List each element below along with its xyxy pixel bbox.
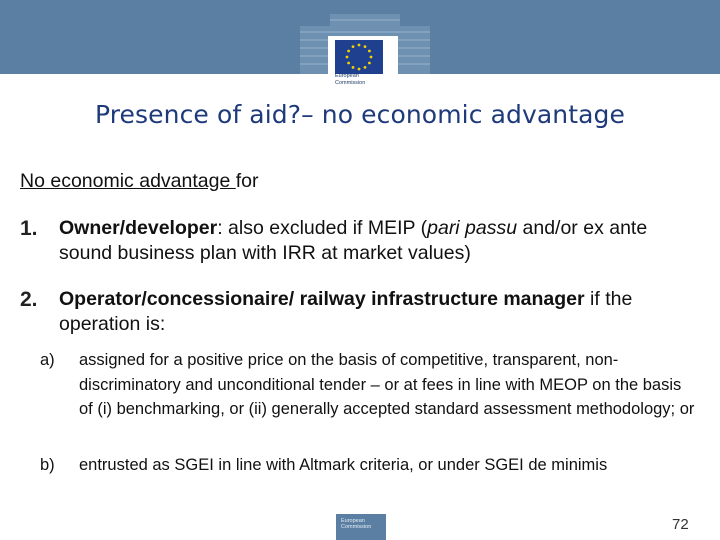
item-text-a: : also excluded if MEIP ( <box>217 217 428 239</box>
item-bold: Operator/concessionaire/ railway infrastructure manager <box>59 288 585 310</box>
logo-caption <box>335 73 395 87</box>
sub-item-text: entrusted as SGEI in line with Altmark criteria, or under SGEI de minimis <box>79 456 608 474</box>
list-item-owner <box>20 216 700 268</box>
logo-caption-line1: European <box>335 73 359 79</box>
sub-item-text: assigned for a positive price on the basis of competitive, transparent, non-discriminatory and unconditional tender – or at fees in line with MEOP on the basis of (i) benchmarking, or (ii) generally accepted standard assessment methodology; or <box>79 351 695 418</box>
item-body <box>59 287 699 337</box>
slide-title: Presence of aid?– no economic advantage <box>94 100 626 129</box>
intro-underlined: No economic advantage <box>20 170 236 192</box>
logo-caption-line2: Commission <box>335 80 366 86</box>
page-number: 72 <box>672 516 689 533</box>
item-italic: pari passu <box>427 217 518 239</box>
item-number: 2. <box>20 288 38 311</box>
item-body <box>59 216 699 266</box>
list-item-operator <box>20 287 700 339</box>
footer-logo-text: European Commission <box>341 518 372 530</box>
sub-item-marker: a) <box>40 351 55 369</box>
intro-rest: for <box>235 170 259 192</box>
footer-logo <box>336 514 386 540</box>
item-number: 1. <box>20 217 38 240</box>
item-bold: Owner/developer <box>59 217 218 239</box>
item-text: if the operation is: <box>59 288 633 335</box>
intro-line <box>20 170 258 193</box>
sub-item-marker: b) <box>40 456 55 474</box>
item-text-b: and/or ex ante sound business plan with IRR at market values) <box>59 217 648 264</box>
